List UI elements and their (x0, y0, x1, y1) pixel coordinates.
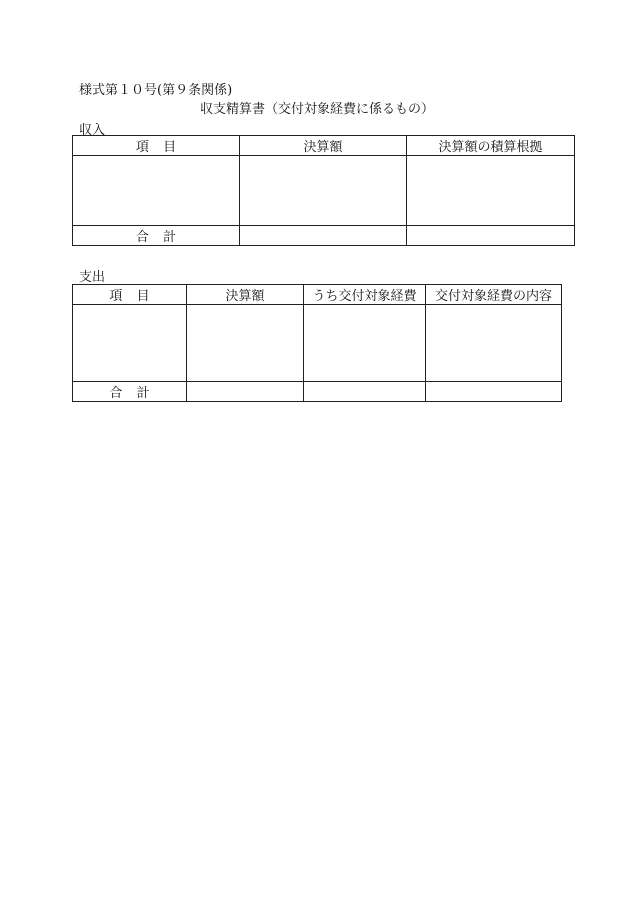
income-body-row (73, 156, 575, 226)
income-total-basis-cell[interactable] (407, 226, 575, 246)
expense-total-amount-cell[interactable] (187, 382, 304, 402)
expense-header-amount: 決算額 (187, 285, 304, 305)
expense-table (72, 284, 562, 402)
expense-header-eligible-detail: 交付対象経費の内容 (426, 285, 562, 305)
income-total-amount-cell[interactable] (240, 226, 407, 246)
income-amount-cell[interactable] (240, 156, 407, 226)
expense-section-label: 支出 (79, 270, 106, 285)
income-header-row (73, 136, 575, 156)
income-basis-cell[interactable] (407, 156, 575, 226)
expense-eligible-detail-cell[interactable] (426, 305, 562, 382)
expense-header-eligible: うち交付対象経費 (304, 285, 426, 305)
income-header-amount: 決算額 (240, 136, 407, 156)
expense-header-row (73, 285, 562, 305)
income-header-basis: 決算額の積算根拠 (407, 136, 575, 156)
expense-total-row (73, 382, 562, 402)
expense-body-row (73, 305, 562, 382)
expense-header-item: 項目 (73, 285, 187, 305)
income-table (72, 135, 575, 246)
income-total-row (73, 226, 575, 246)
expense-total-label: 合計 (73, 382, 187, 402)
expense-amount-cell[interactable] (187, 305, 304, 382)
expense-item-cell[interactable] (73, 305, 187, 382)
income-header-item: 項目 (73, 136, 240, 156)
document-title: 収支精算書（交付対象経費に係るもの） (200, 102, 435, 117)
expense-total-detail-cell[interactable] (426, 382, 562, 402)
form-number: 様式第１０号(第９条関係) (79, 83, 233, 98)
expense-total-eligible-cell[interactable] (304, 382, 426, 402)
income-section-label: 収入 (79, 123, 106, 138)
income-total-label: 合計 (73, 226, 240, 246)
expense-eligible-cell[interactable] (304, 305, 426, 382)
income-item-cell[interactable] (73, 156, 240, 226)
